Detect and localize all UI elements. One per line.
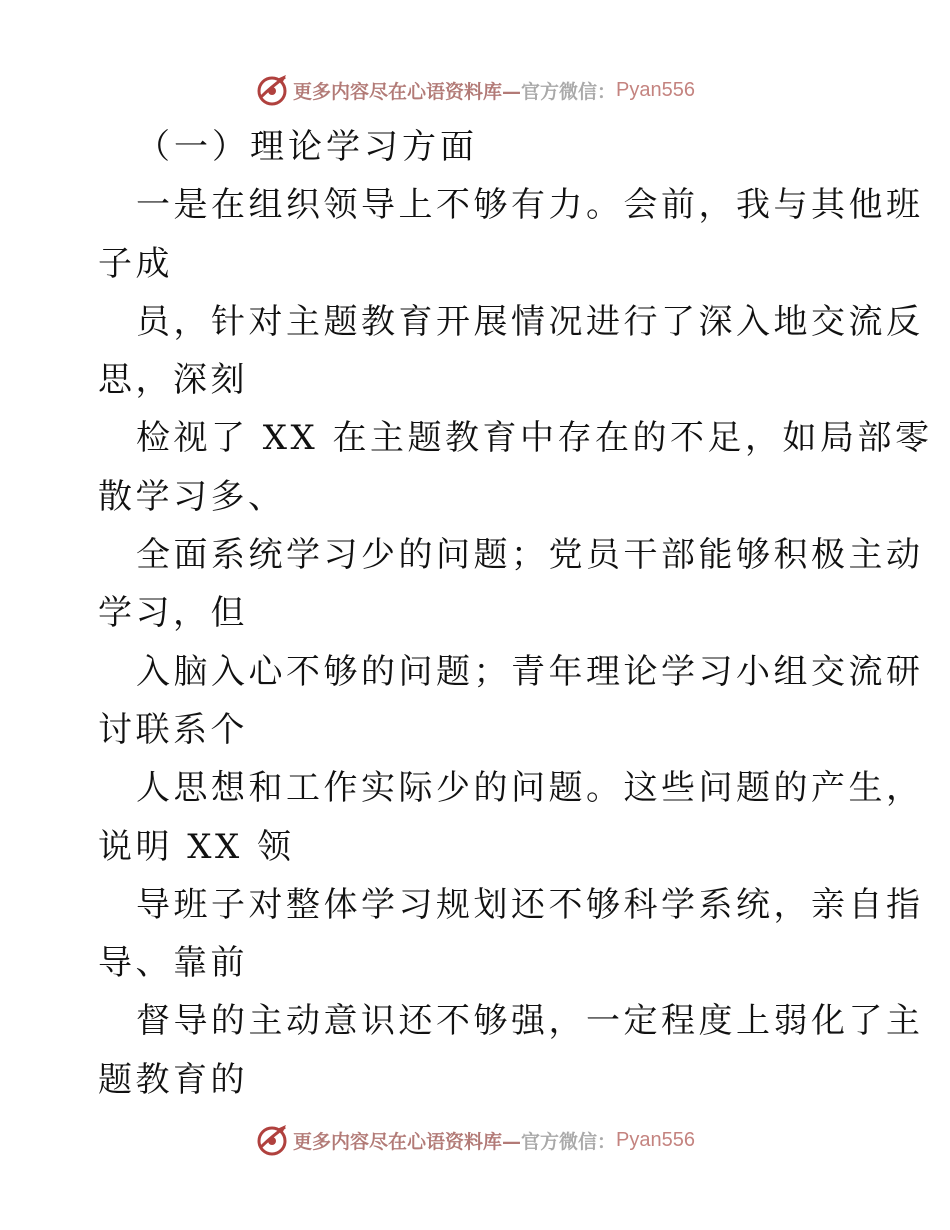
banner-wechat-label: 官方微信： (521, 80, 617, 103)
text-line: 思，深刻 (98, 360, 248, 401)
pen-logo-icon (255, 73, 289, 107)
text-line: 全面系统学习少的问题；党员干部能够积极主动 (136, 535, 924, 576)
text-line: 员，针对主题教育开展情况进行了深入地交流反 (136, 301, 924, 342)
text-line: 学习，但 (98, 593, 248, 634)
text-line: 导、靠前 (98, 943, 248, 984)
text-line: 子成 (98, 243, 173, 284)
pen-logo-icon (255, 1123, 289, 1157)
banner-wechat-id: Pyan556 (616, 78, 695, 101)
text-line: 题教育的 (98, 1059, 248, 1100)
text-line: 散学习多、 (98, 476, 286, 517)
text-line: 说明 XX 领 (98, 826, 295, 867)
banner-wechat-id: Pyan556 (616, 1128, 695, 1151)
banner-wechat-label: 官方微信： (521, 1130, 617, 1153)
banner-main-text: 更多内容尽在心语资料库— (293, 1130, 522, 1153)
text-line: 检视了 XX 在主题教育中存在的不足，如局部零 (136, 418, 933, 459)
text-line: 导班子对整体学习规划还不够科学系统，亲自指 (136, 884, 924, 925)
text-line: 入脑入心不够的问题；青年理论学习小组交流研 (136, 651, 924, 692)
section-heading: （一）理论学习方面 (136, 127, 478, 167)
text-line: 一是在组织领导上不够有力。会前，我与其他班 (136, 185, 924, 226)
text-line: 人思想和工作实际少的问题。这些问题的产生， (136, 768, 924, 809)
text-line: 讨联系个 (98, 709, 248, 750)
footer-banner (0, 1118, 950, 1162)
document-body (98, 118, 933, 1109)
header-banner (0, 68, 950, 112)
banner-main-text: 更多内容尽在心语资料库— (293, 80, 522, 103)
text-line: 督导的主动意识还不够强，一定程度上弱化了主 (136, 1001, 924, 1042)
